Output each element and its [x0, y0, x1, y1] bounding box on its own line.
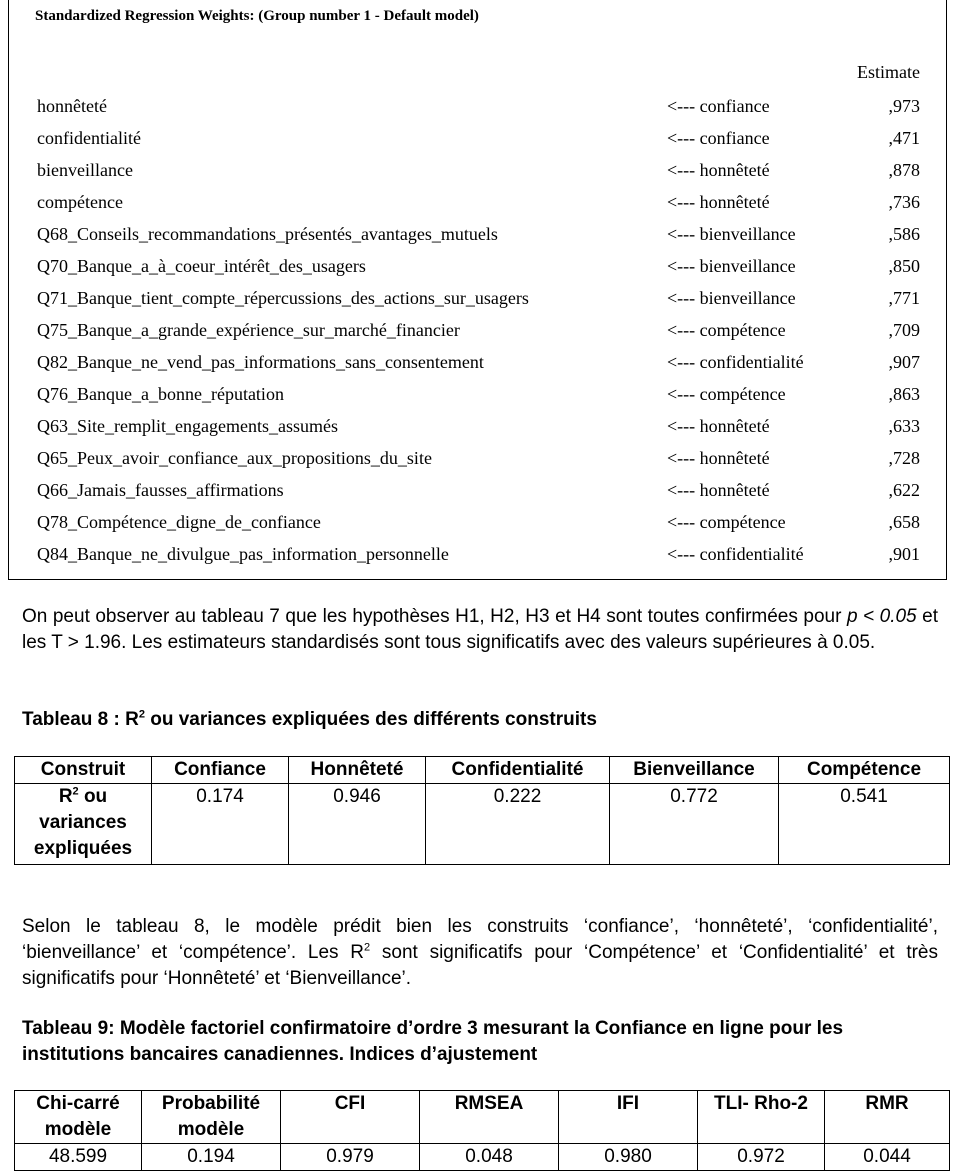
- regression-row: [9, 122, 946, 154]
- estimate-value: ,736: [888, 192, 920, 212]
- dependent-variable: confidentialité: [37, 128, 141, 148]
- path-source: <--- honnêteté: [667, 448, 770, 468]
- header-cell: Chi-carré modèle: [15, 1091, 142, 1144]
- paragraph-hypotheses: On peut observer au tableau 7 que les hypothèses H1, H2, H3 et H4 sont toutes confirmées pour p < 0.05 et les T > 1.96. Les estimateurs standardisés sont tous significatifs avec des valeurs supérieures à 0.05.: [22, 606, 938, 653]
- regression-row: [9, 474, 946, 506]
- regression-row: [9, 250, 946, 282]
- path-source: <--- honnêteté: [667, 160, 770, 180]
- value-cell: 0.772: [610, 784, 779, 865]
- estimate-value: ,709: [888, 320, 920, 340]
- value-cell: 0.044: [825, 1144, 950, 1171]
- amos-title: Standardized Regression Weights: (Group number 1 - Default model): [35, 8, 479, 24]
- dependent-variable: honnêteté: [37, 96, 107, 116]
- estimate-value: ,728: [888, 448, 920, 468]
- regression-row: [9, 282, 946, 314]
- dependent-variable: Q78_Compétence_digne_de_confiance: [37, 512, 321, 532]
- header-cell: Confiance: [152, 757, 289, 784]
- header-cell: Compétence: [779, 757, 950, 784]
- amos-output-panel: [8, 0, 947, 580]
- path-source: <--- bienveillance: [667, 288, 796, 308]
- regression-row: [9, 538, 946, 570]
- header-cell: Confidentialité: [426, 757, 610, 784]
- tableau9-table: [14, 1090, 950, 1171]
- path-source: <--- honnêteté: [667, 480, 770, 500]
- dependent-variable: Q63_Site_remplit_engagements_assumés: [37, 416, 338, 436]
- regression-row: [9, 346, 946, 378]
- value-cell: 0.972: [698, 1144, 825, 1171]
- dependent-variable: Q75_Banque_a_grande_expérience_sur_marché_financier: [37, 320, 460, 340]
- dependent-variable: Q82_Banque_ne_vend_pas_informations_sans_consentement: [37, 352, 484, 372]
- value-cell: 0.980: [559, 1144, 698, 1171]
- estimate-column-header: Estimate: [857, 62, 920, 82]
- path-source: <--- compétence: [667, 512, 786, 532]
- estimate-value: ,878: [888, 160, 920, 180]
- header-cell: CFI: [281, 1091, 420, 1144]
- path-source: <--- confidentialité: [667, 544, 804, 564]
- estimate-value: ,907: [888, 352, 920, 372]
- header-cell: RMR: [825, 1091, 950, 1144]
- estimate-value: ,901: [888, 544, 920, 564]
- estimate-value: ,658: [888, 512, 920, 532]
- estimate-value: ,622: [888, 480, 920, 500]
- value-cell: 0.174: [152, 784, 289, 865]
- dependent-variable: Q65_Peux_avoir_confiance_aux_propositions_du_site: [37, 448, 432, 468]
- regression-row: [9, 218, 946, 250]
- path-source: <--- honnêteté: [667, 416, 770, 436]
- path-source: <--- compétence: [667, 384, 786, 404]
- paragraph-r2-interpretation: Selon le tableau 8, le modèle prédit bien les construits ‘confiance’, ‘honnêteté’, ‘confidentialité’, ‘bienveillance’ et ‘compétence’. Les $R^2$ sont significatifs pour ‘Compétence’ et ‘Confidentialité’ et très significatifs pour ‘Honnêteté’ et ‘Bienveillance’.: [22, 916, 938, 989]
- estimate-value: ,863: [888, 384, 920, 404]
- header-cell: RMSEA: [420, 1091, 559, 1144]
- regression-row: [9, 506, 946, 538]
- regression-row: [9, 154, 946, 186]
- value-cell: 0.946: [289, 784, 426, 865]
- dependent-variable: Q76_Banque_a_bonne_réputation: [37, 384, 284, 404]
- regression-row: [9, 90, 946, 122]
- header-cell: Construit: [15, 757, 152, 784]
- tableau9-title: Tableau 9: Modèle factoriel confirmatoire d’ordre 3 mesurant la Confiance en ligne pour les institutions bancaires canadiennes. Indices d’ajustement: [22, 1018, 844, 1065]
- header-cell: Probabilité modèle: [142, 1091, 281, 1144]
- path-source: <--- confidentialité: [667, 352, 804, 372]
- tableau8-table: [14, 756, 950, 865]
- dependent-variable: bienveillance: [37, 160, 133, 180]
- tableau9-header-row: [15, 1091, 950, 1144]
- p-symbol: p: [846, 606, 858, 627]
- value-cell: 0.541: [779, 784, 950, 865]
- path-source: <--- honnêteté: [667, 192, 770, 212]
- tableau8-title: Tableau 8 : $R^2$ ou variances expliquées des différents construits: [22, 708, 597, 730]
- path-source: <--- confiance: [667, 96, 770, 116]
- dependent-variable: compétence: [37, 192, 123, 212]
- estimate-value: ,633: [888, 416, 920, 436]
- regression-row: [9, 186, 946, 218]
- dependent-variable: Q66_Jamais_fausses_affirmations: [37, 480, 284, 500]
- regression-row: [9, 410, 946, 442]
- regression-row: [9, 442, 946, 474]
- path-source: <--- compétence: [667, 320, 786, 340]
- dependent-variable: Q84_Banque_ne_divulgue_pas_information_personnelle: [37, 544, 449, 564]
- header-cell: TLI- Rho-2: [698, 1091, 825, 1144]
- value-cell: 48.599: [15, 1144, 142, 1171]
- value-cell: 0.979: [281, 1144, 420, 1171]
- row-header-r2: $R^2$ ou variances expliquées: [15, 784, 152, 865]
- value-cell: 0.194: [142, 1144, 281, 1171]
- path-source: <--- bienveillance: [667, 256, 796, 276]
- estimate-value: ,586: [888, 224, 920, 244]
- estimate-value: ,973: [888, 96, 920, 116]
- dependent-variable: Q68_Conseils_recommandations_présentés_avantages_mutuels: [37, 224, 498, 244]
- regression-row: [9, 378, 946, 410]
- dependent-variable: Q71_Banque_tient_compte_répercussions_des_actions_sur_usagers: [37, 288, 529, 308]
- path-source: <--- bienveillance: [667, 224, 796, 244]
- path-source: <--- confiance: [667, 128, 770, 148]
- value-cell: 0.222: [426, 784, 610, 865]
- header-cell: IFI: [559, 1091, 698, 1144]
- value-cell: 0.048: [420, 1144, 559, 1171]
- header-cell: Honnêteté: [289, 757, 426, 784]
- header-cell: Bienveillance: [610, 757, 779, 784]
- estimate-value: ,850: [888, 256, 920, 276]
- tableau8-data-row: [15, 784, 950, 865]
- tableau9-data-row: [15, 1144, 950, 1171]
- regression-row: [9, 314, 946, 346]
- estimate-value: ,771: [888, 288, 920, 308]
- estimate-value: ,471: [888, 128, 920, 148]
- dependent-variable: Q70_Banque_a_à_coeur_intérêt_des_usagers: [37, 256, 366, 276]
- tableau8-header-row: [15, 757, 950, 784]
